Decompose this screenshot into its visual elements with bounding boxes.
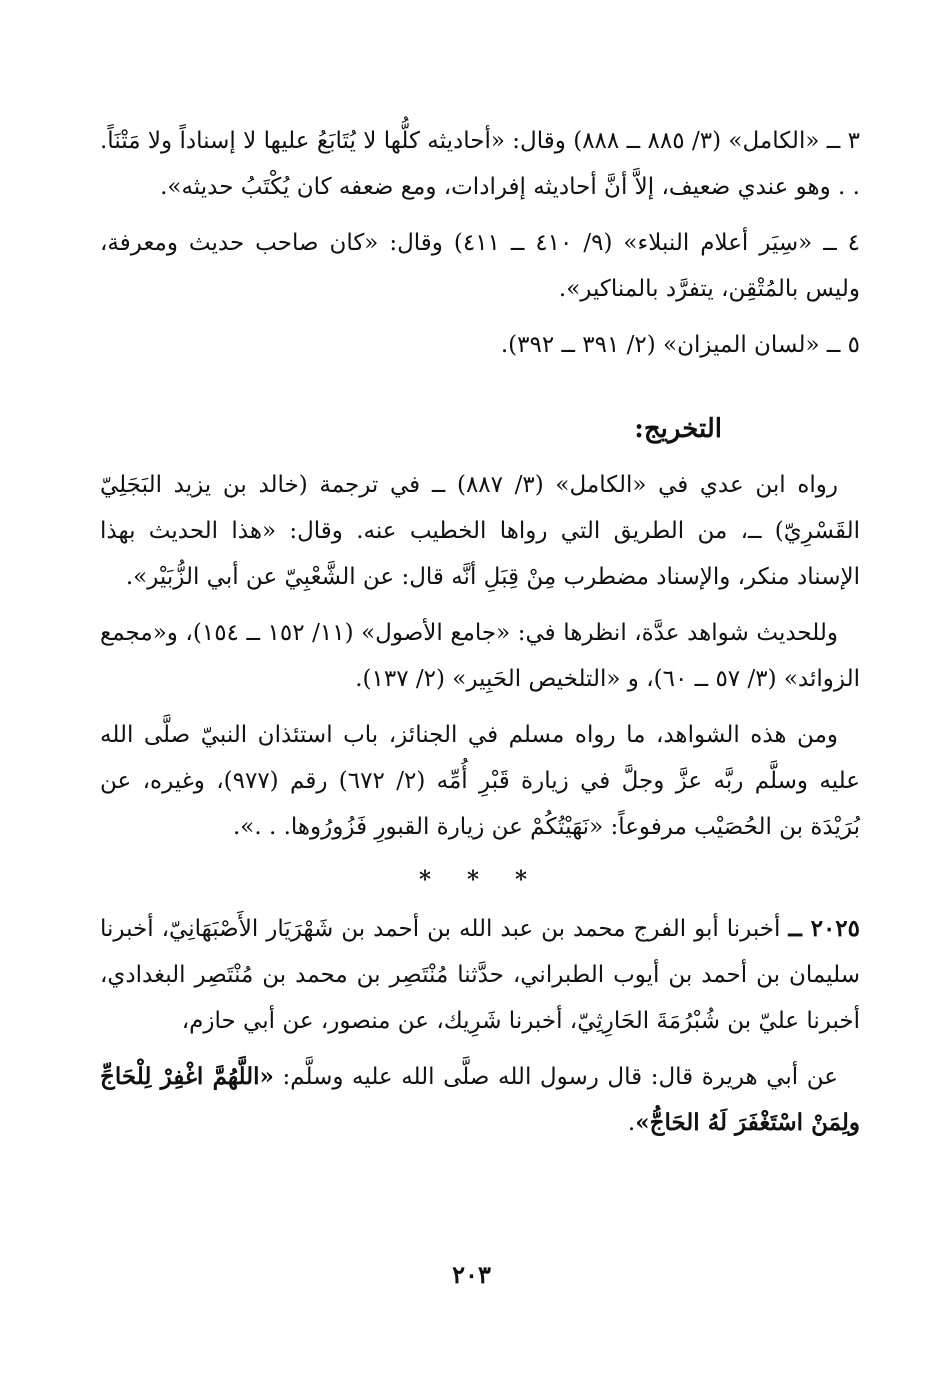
hadith-matn — [100, 1054, 860, 1146]
source-note-4: ٤ ــ «سِيَر أعلام النبلاء» (٩/ ٤١٠ ــ ٤١١) وقال: «كان صاحب حديث ومعرفة، وليس بالمُتْقِن، يتفرَّد بالمناكير». — [100, 230, 860, 302]
source-note-3: ٣ ــ «الكامل» (٣/ ٨٨٥ ــ ٨٨٨) وقال: «أحاديثه كلُّها لا يُتَابَعُ عليها لا إسناداً ولا مَتْنَاً. . . وهو عندي ضعيف، إلاَّ أنَّ أحاديثه إفرادات، ومع ضعفه كان يُكْتَبُ حديثه». — [100, 128, 860, 200]
hadith-number: ٢٠٢٥ ــ — [788, 915, 861, 942]
isnad-text: أخبرنا أبو الفرج محمد بن عبد الله بن أحمد بن شَهْرَيَار الأَصْبَهَانِيّ، أخبرنا سليمان بن أحمد بن أيوب الطبراني، حدَّثنا مُنْتَصِر بن محمد بن مُنْتَصِر البغدادي، أخبرنا عليّ بن شُبْرُمَةَ الحَارِثِيّ، أخبرنا شَرِيك، عن منصور، عن أبي حازم، — [100, 916, 860, 1034]
takhrij-paragraph-1: رواه ابن عدي في «الكامل» (٣/ ٨٨٧) ــ في ترجمة (خالد بن يزيد البَجَلِيّ القَسْرِيّ) ــ، من الطريق التي رواها الخطيب عنه. وقال: «هذا الحديث بهذا الإسناد منكر، والإسناد مضطرب مِنْ قِبَلِ أنَّه قال: عن الشَّعْبِيّ عن أبي الزُّبَيْر». — [100, 472, 860, 590]
matn-text: «اللَّهُمَّ اغْفِرْ لِلْحَاجِّ ولِمَنْ اسْتَغْفَرَ لَهُ الحَاجُّ» — [100, 1063, 860, 1136]
source-note-5: ٥ ــ «لسان الميزان» (٢/ ٣٩١ ــ ٣٩٢). — [500, 332, 860, 358]
page-body — [100, 118, 860, 1156]
section-heading: التخريج: — [634, 414, 722, 444]
matn-end: . — [627, 1110, 636, 1136]
hadith-isnad — [100, 906, 860, 1044]
page-number: ٢٠٣ — [452, 1260, 491, 1289]
matn-intro: عن أبي هريرة قال: قال رسول الله صلَّى الله عليه وسلَّم: — [282, 1064, 838, 1090]
takhrij-paragraph-3: ومن هذه الشواهد، ما رواه مسلم في الجنائز، باب استئذان النبيّ صلَّى الله عليه وسلَّم ربَّه عزَّ وجلَّ في زيارة قَبْرِ أُمِّه (٢/ ٦٧٢) رقم (٩٧٧)، وغيره، عن بُرَيْدَة بن الحُصَيْب مرفوعاً: «نَهَيْتُكُمْ عن زيارة القبورِ فَزُورُوها. . .». — [100, 722, 860, 840]
section-separator: * * * — [418, 866, 542, 893]
takhrij-paragraph-2: وللحديث شواهد عدَّة، انظرها في: «جامع الأصول» (١١/ ١٥٢ ــ ١٥٤)، و«مجمع الزوائد» (٣/ ٥٧ ــ ٦٠)، و «التلخيص الحَبِير» (٢/ ١٣٧). — [100, 620, 860, 692]
